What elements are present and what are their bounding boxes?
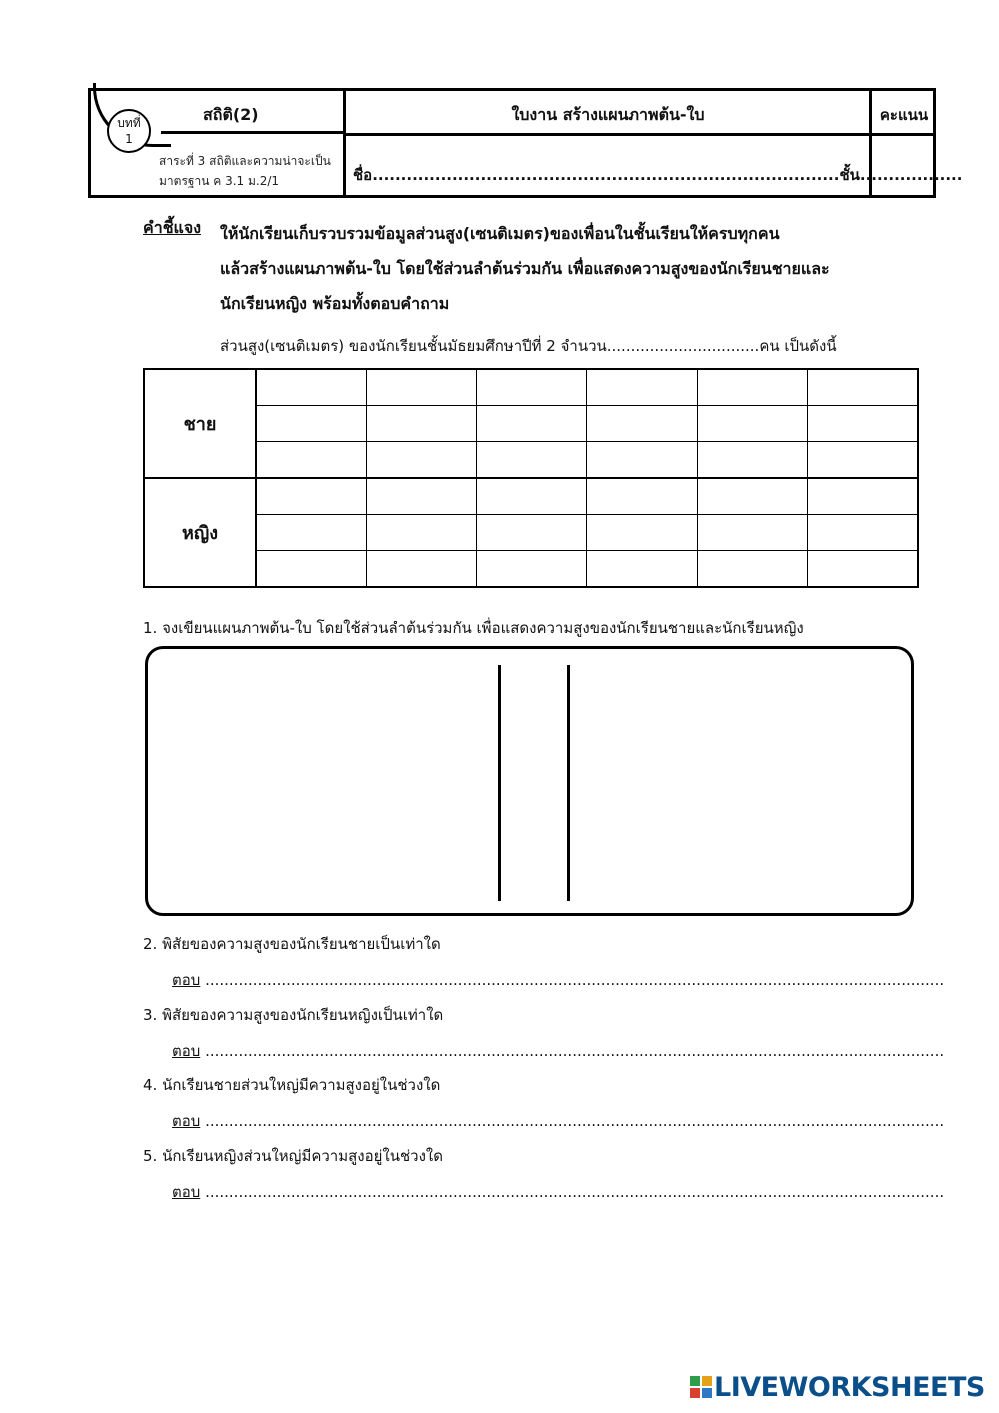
instructions-line: ให้นักเรียนเก็บรวบรวมข้อมูลส่วนสูง(เซนติเมตร)ของเพื่อนในชั้นเรียนให้ครบทุกคน bbox=[220, 224, 780, 243]
table-row bbox=[144, 442, 918, 479]
table-cell[interactable] bbox=[808, 478, 918, 515]
question-5: 5. นักเรียนหญิงส่วนใหญ่มีความสูงอยู่ในช่วงใด bbox=[143, 1147, 443, 1165]
table-cell[interactable] bbox=[477, 515, 587, 551]
table-cell[interactable] bbox=[366, 551, 476, 588]
answer-line-4[interactable] bbox=[172, 1109, 944, 1133]
table-cell[interactable] bbox=[256, 515, 366, 551]
table-cell[interactable] bbox=[477, 478, 587, 515]
table-cell[interactable] bbox=[587, 515, 697, 551]
table-cell[interactable] bbox=[587, 369, 697, 406]
stem-leaf-answer-box[interactable] bbox=[145, 646, 914, 916]
table-cell[interactable] bbox=[366, 369, 476, 406]
female-label: หญิง bbox=[144, 478, 256, 587]
logo-text: LIVEWORKSHEETS bbox=[714, 1372, 985, 1403]
table-cell[interactable] bbox=[697, 551, 807, 588]
table-cell[interactable] bbox=[256, 406, 366, 442]
stem-divider-right bbox=[567, 665, 570, 901]
table-cell[interactable] bbox=[477, 442, 587, 479]
table-row bbox=[144, 551, 918, 588]
table-cell[interactable] bbox=[808, 551, 918, 588]
answer-dots: ........................................................................................................................................................... bbox=[205, 1112, 945, 1130]
table-row bbox=[144, 515, 918, 551]
question-3: 3. พิสัยของความสูงของนักเรียนหญิงเป็นเท่าใด bbox=[143, 1006, 444, 1024]
table-cell[interactable] bbox=[587, 442, 697, 479]
table-cell[interactable] bbox=[808, 442, 918, 479]
answer-label: ตอบ bbox=[172, 971, 201, 989]
answer-dots: ........................................................................................................................................................... bbox=[205, 1183, 945, 1201]
answer-label: ตอบ bbox=[172, 1112, 201, 1130]
header-divider bbox=[161, 131, 343, 134]
table-cell[interactable] bbox=[697, 515, 807, 551]
heights-count-line[interactable]: ส่วนสูง(เซนติเมตร) ของนักเรียนชั้นมัธยมศึกษาปีที่ 2 จำนวน................................คน เป็นดังนี้ bbox=[220, 337, 837, 355]
table-cell[interactable] bbox=[587, 478, 697, 515]
table-row bbox=[144, 478, 918, 515]
question-2: 2. พิสัยของความสูงของนักเรียนชายเป็นเท่าใด bbox=[143, 935, 441, 953]
instructions-line: แล้วสร้างแผนภาพต้น-ใบ โดยใช้ส่วนลำต้นร่วมกัน เพื่อแสดงความสูงของนักเรียนชายและ bbox=[220, 259, 830, 278]
table-row bbox=[144, 369, 918, 406]
table-cell[interactable] bbox=[697, 478, 807, 515]
table-cell[interactable] bbox=[366, 442, 476, 479]
table-cell[interactable] bbox=[256, 442, 366, 479]
table-cell[interactable] bbox=[256, 369, 366, 406]
instructions-line: นักเรียนหญิง พร้อมทั้งตอบคำถาม bbox=[220, 294, 450, 313]
answer-line-5[interactable] bbox=[172, 1180, 944, 1204]
answer-dots: ........................................................................................................................................................... bbox=[205, 1042, 945, 1060]
table-cell[interactable] bbox=[366, 515, 476, 551]
answer-label: ตอบ bbox=[172, 1183, 201, 1201]
table-cell[interactable] bbox=[587, 551, 697, 588]
chapter-number: 1 bbox=[125, 132, 133, 146]
table-cell[interactable] bbox=[697, 369, 807, 406]
table-cell[interactable] bbox=[477, 551, 587, 588]
table-cell[interactable] bbox=[808, 406, 918, 442]
header-divider bbox=[343, 133, 933, 136]
heights-table bbox=[143, 368, 919, 588]
answer-line-2[interactable] bbox=[172, 968, 944, 992]
table-cell[interactable] bbox=[256, 478, 366, 515]
worksheet-title: ใบงาน สร้างแผนภาพต้น-ใบ bbox=[511, 105, 705, 124]
question-1: 1. จงเขียนแผนภาพต้น-ใบ โดยใช้ส่วนลำต้นร่วมกัน เพื่อแสดงความสูงของนักเรียนชายและนักเรียนหญิง bbox=[143, 619, 804, 637]
strand-line: สาระที่ 3 สถิติและความน่าจะเป็น bbox=[159, 154, 331, 168]
subject-title: สถิติ(2) bbox=[203, 105, 259, 124]
table-cell[interactable] bbox=[366, 478, 476, 515]
table-cell[interactable] bbox=[477, 369, 587, 406]
liveworksheets-logo-icon bbox=[690, 1376, 712, 1398]
table-cell[interactable] bbox=[366, 406, 476, 442]
table-cell[interactable] bbox=[697, 442, 807, 479]
table-cell[interactable] bbox=[587, 406, 697, 442]
instructions-label: คำชี้แจง bbox=[143, 218, 202, 237]
stem-divider-left bbox=[498, 665, 501, 901]
table-cell[interactable] bbox=[477, 406, 587, 442]
header-divider bbox=[343, 91, 346, 195]
score-label: คะแนน bbox=[879, 106, 929, 124]
liveworksheets-logo bbox=[690, 1372, 985, 1403]
table-cell[interactable] bbox=[256, 551, 366, 588]
strand-standard bbox=[159, 151, 331, 191]
answer-line-3[interactable] bbox=[172, 1039, 944, 1063]
name-class-field[interactable]: ชื่อ..................................................................................ชั้น.................. bbox=[353, 166, 963, 184]
answer-dots: ........................................................................................................................................................... bbox=[205, 971, 945, 989]
question-4: 4. นักเรียนชายส่วนใหญ่มีความสูงอยู่ในช่วงใด bbox=[143, 1076, 441, 1094]
table-cell[interactable] bbox=[808, 369, 918, 406]
worksheet-header bbox=[88, 88, 963, 198]
table-cell[interactable] bbox=[808, 515, 918, 551]
answer-label: ตอบ bbox=[172, 1042, 201, 1060]
standard-line: มาตรฐาน ค 3.1 ม.2/1 bbox=[159, 174, 280, 188]
table-row bbox=[144, 406, 918, 442]
table-cell[interactable] bbox=[697, 406, 807, 442]
instructions-text bbox=[220, 216, 900, 321]
chapter-label: บทที่ bbox=[117, 116, 141, 130]
chapter-badge bbox=[107, 109, 151, 153]
male-label: ชาย bbox=[144, 369, 256, 478]
